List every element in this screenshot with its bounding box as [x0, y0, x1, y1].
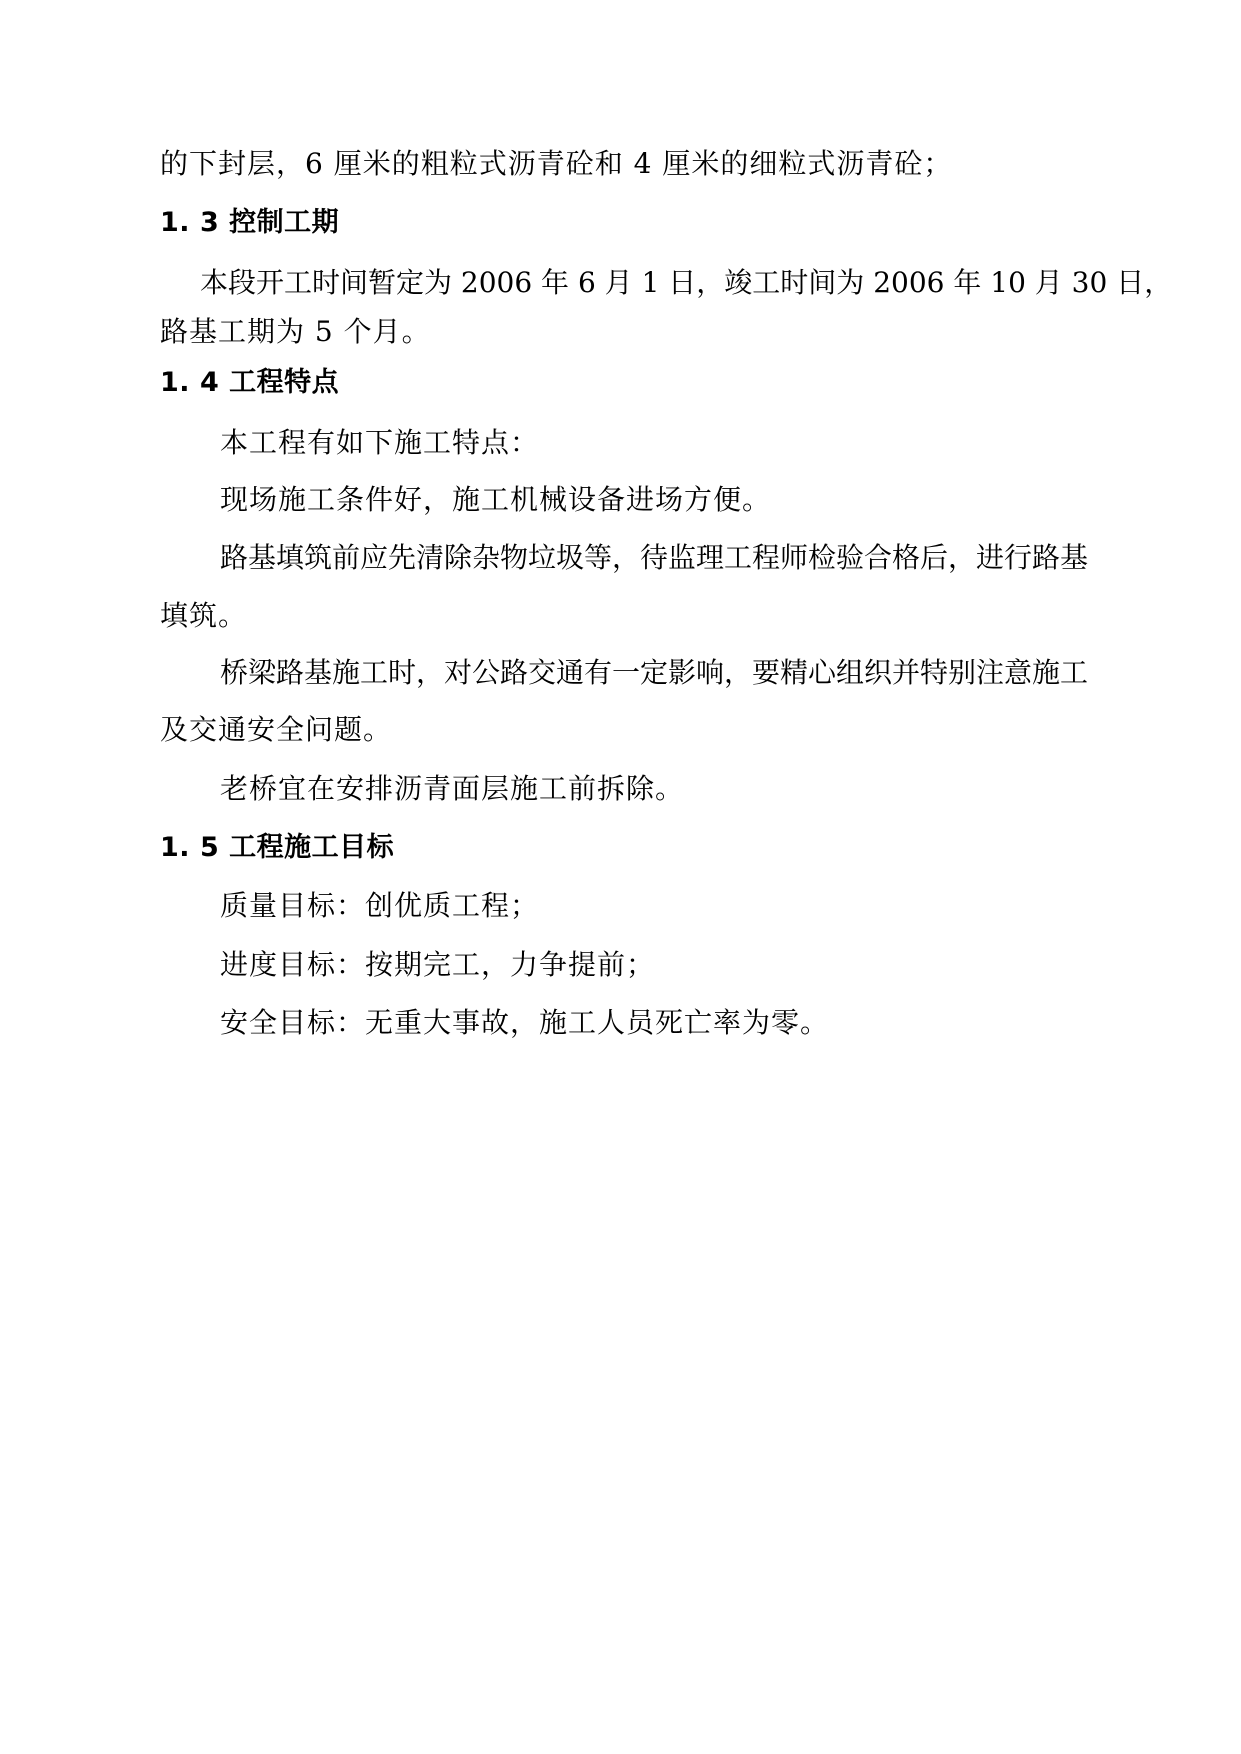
- paragraph-line: 路基工期为 5 个月。: [160, 315, 431, 348]
- paragraph-line: 本段开工时间暂定为 2006 年 6 月 1 日，竣工时间为 2006 年 10 月 30 日，: [200, 266, 1173, 299]
- paragraph-line: 的下封层，6 厘米的粗粒式沥青砼和 4 厘米的细粒式沥青砼；: [160, 147, 953, 180]
- section-heading-1-4: 1. 4 工程特点: [160, 367, 340, 398]
- paragraph-line: 安全目标：无重大事故，施工人员死亡率为零。: [220, 1006, 830, 1039]
- paragraph-line: 路基填筑前应先清除杂物垃圾等，待监理工程师检验合格后，进行路基: [220, 541, 1089, 574]
- paragraph-line: 质量目标：创优质工程；: [220, 889, 540, 922]
- section-heading-1-5: 1. 5 工程施工目标: [160, 832, 395, 863]
- paragraph-line: 进度目标：按期完工，力争提前；: [220, 948, 656, 981]
- paragraph-line: 本工程有如下施工特点：: [220, 426, 540, 459]
- section-heading-1-3: 1. 3 控制工期: [160, 207, 340, 238]
- paragraph-line: 填筑。: [160, 599, 248, 632]
- paragraph-line: 桥梁路基施工时，对公路交通有一定影响，要精心组织并特别注意施工: [220, 656, 1089, 689]
- paragraph-line: 现场施工条件好，施工机械设备进场方便。: [220, 483, 772, 516]
- paragraph-line: 老桥宜在安排沥青面层施工前拆除。: [220, 772, 685, 805]
- paragraph-line: 及交通安全问题。: [160, 713, 393, 746]
